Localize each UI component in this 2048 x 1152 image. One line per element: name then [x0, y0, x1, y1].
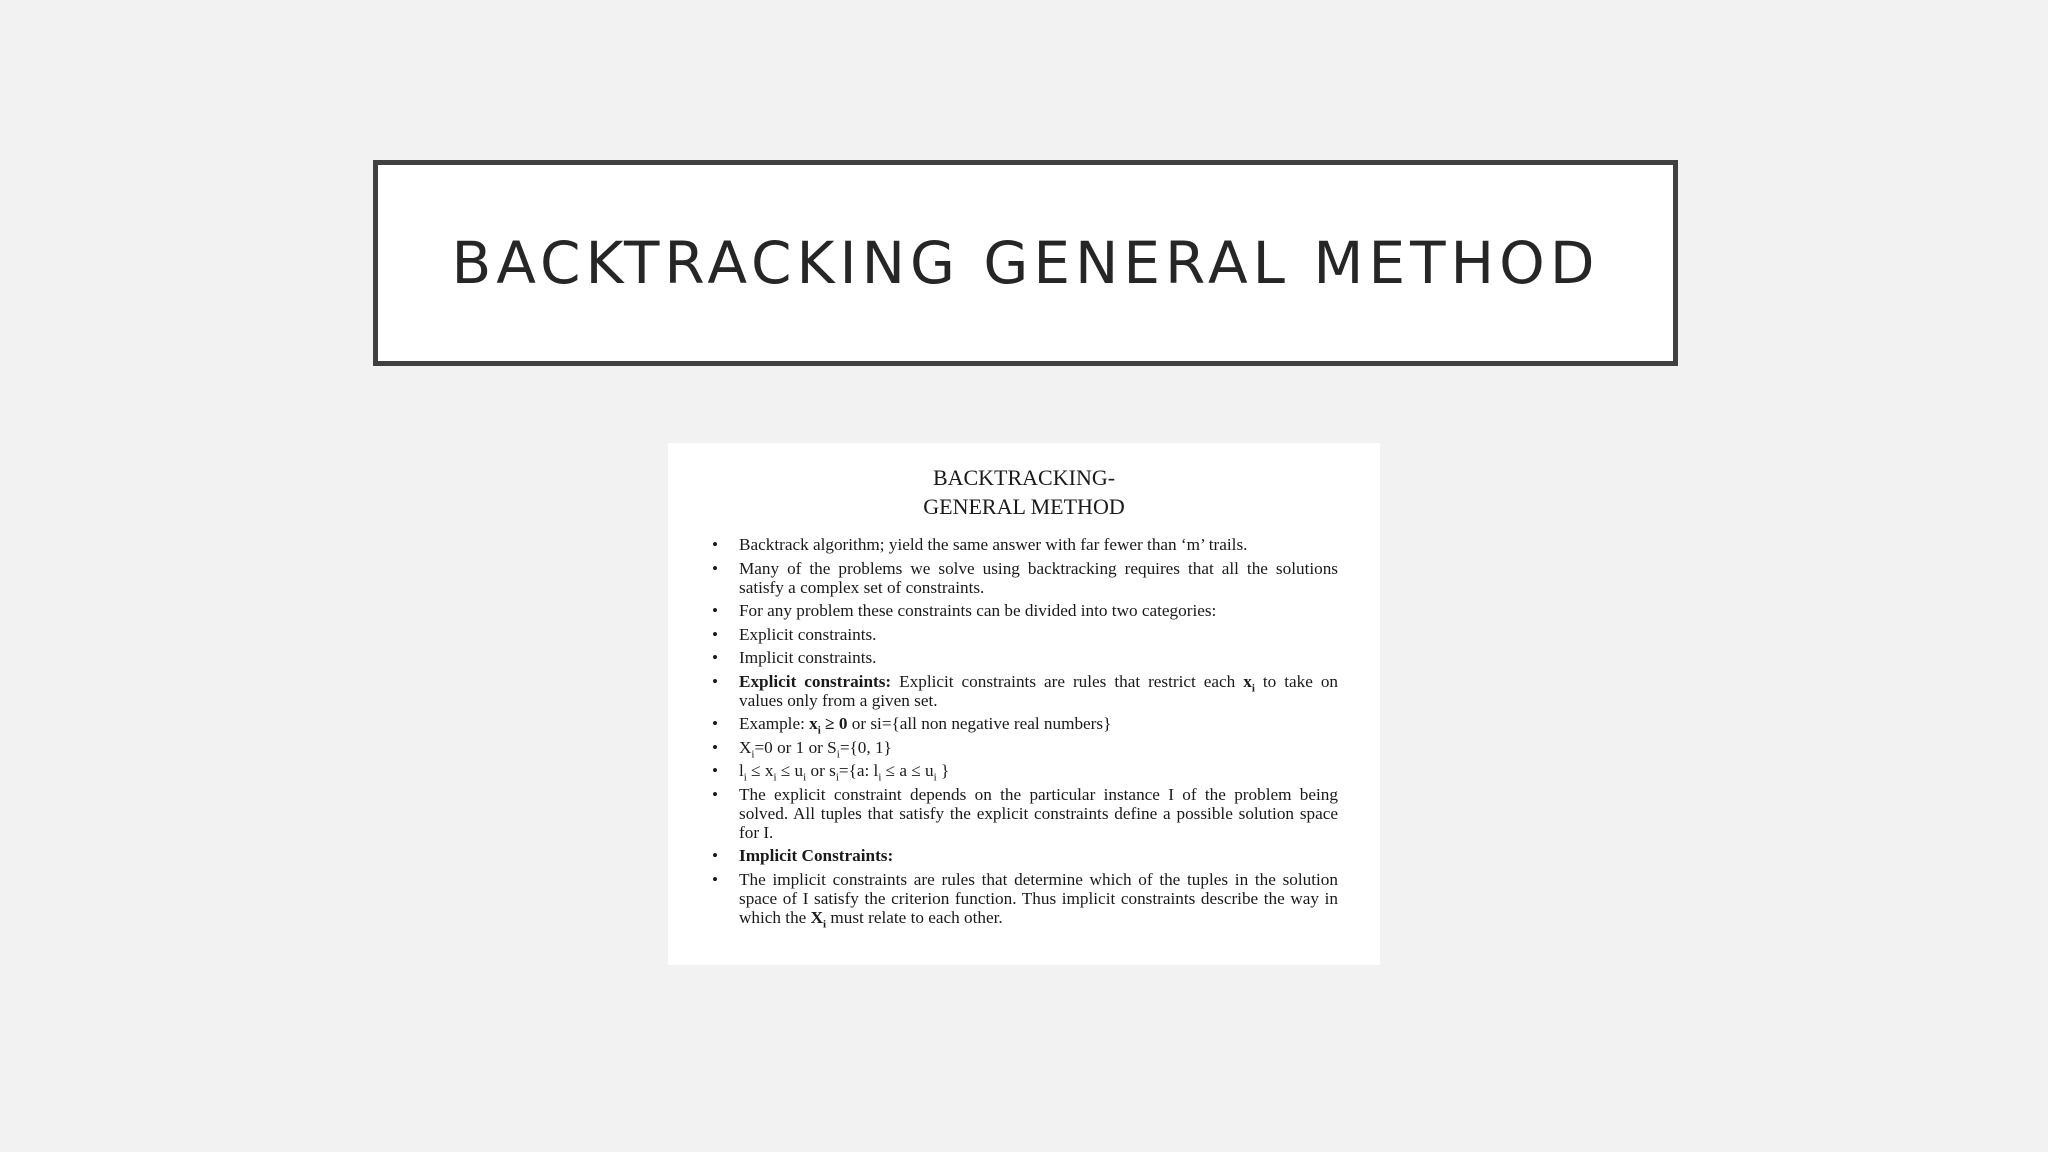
list-item: • Example: $x_i \ge 0$ or si={all non negative real numbers} [712, 714, 1112, 737]
list-item: • The implicit constraints are rules that determine which of the tuples in the solution space of I satisfy the criterion function. Thus implicit constraints describe the way in which the $X_i$ must relate to each other. [712, 869, 1338, 930]
bullet-icon: • [712, 869, 719, 889]
slide-title: BACKTRACKING GENERAL METHOD [451, 229, 1600, 297]
list-item: • Explicit constraints: Explicit constraints are rules that restrict each $x_i$ to take on values only from a given set. [712, 671, 1339, 710]
list-item: • $l_i \le x_i \le u_i$ or $s_i=\{a$: $l_i \le a \le u_i$ } [712, 761, 950, 784]
bullet-icon: • [712, 601, 719, 620]
list-item: • Implicit Constraints: [712, 846, 894, 865]
list-item: • The explicit constraint depends on the particular instance I of the problem being solved. All tuples that satisfy the explicit constraints define a possible solution space for I. [712, 784, 1338, 842]
bullet-icon: • [712, 737, 719, 757]
list-item: • Many of the problems we solve using backtracking requires that all the solutions satisfy a complex set of constraints. [712, 558, 1338, 597]
bullet-icon: • [712, 846, 719, 865]
bullet-icon: • [712, 648, 719, 667]
list-item: • Implicit constraints. [712, 648, 877, 667]
bullet-icon: • [712, 671, 719, 691]
bullet-icon: • [712, 624, 719, 644]
document-heading-line2: GENERAL METHOD [923, 494, 1125, 519]
list-item: • $X_i=0$ or 1 or $S_i=\{0$, 1} [712, 737, 892, 760]
bullet-list [710, 535, 1339, 930]
document-heading [710, 463, 1338, 521]
list-item: • Explicit constraints. [712, 624, 877, 644]
list-item: • For any problem these constraints can be divided into two categories: [712, 601, 1217, 620]
bullet-icon: • [712, 558, 719, 578]
bullet-icon: • [712, 714, 719, 733]
document-heading-line1: BACKTRACKING- [932, 465, 1116, 490]
bullet-icon: • [712, 761, 719, 780]
list-item: • Backtrack algorithm; yield the same answer with far fewer than ‘m’ trails. [712, 535, 1248, 554]
bullet-icon: • [712, 535, 719, 554]
document-image [668, 443, 1380, 965]
slide-title-box [373, 160, 1678, 366]
bullet-icon: • [712, 784, 719, 804]
